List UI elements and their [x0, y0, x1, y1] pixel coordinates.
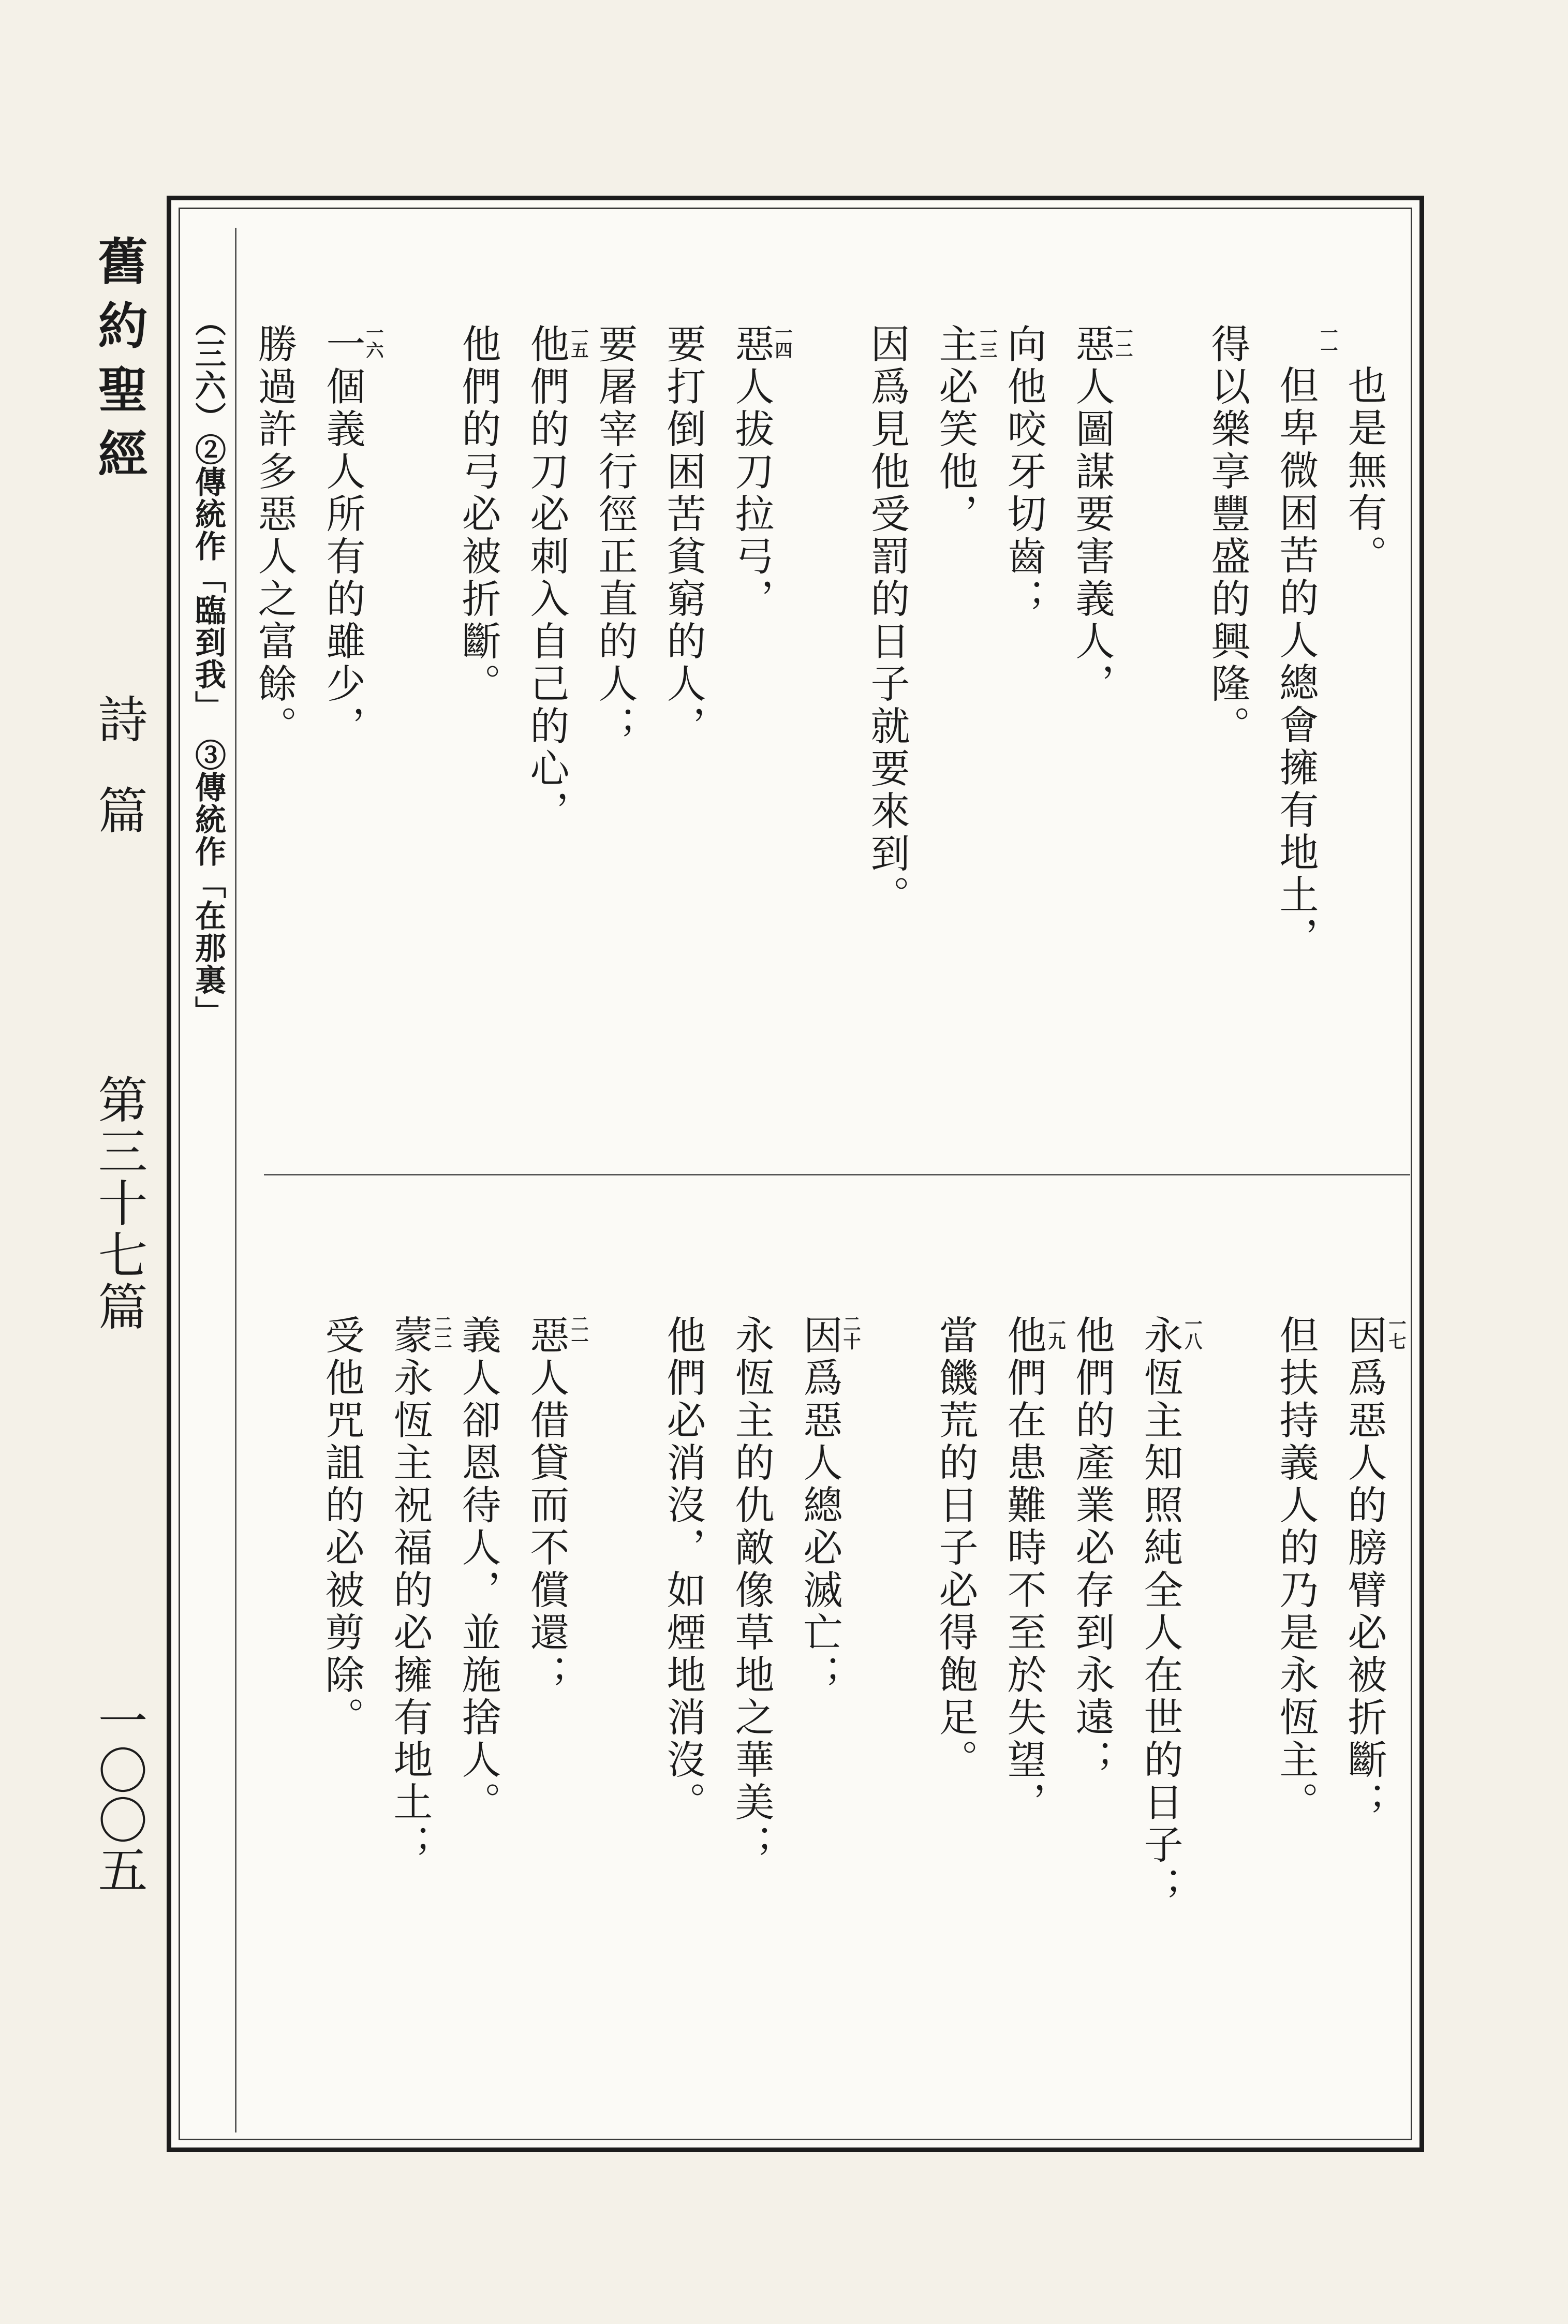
section-divider — [264, 1174, 1410, 1175]
verse-number: 一八 — [1181, 1315, 1202, 1350]
verse-line: 一個義人所有的雖少， — [320, 323, 366, 748]
verse-line: 當饑荒的日子必得飽足。 — [933, 1315, 979, 1782]
verse-line: 義人卻恩待人，並施捨人。 — [455, 1315, 501, 1824]
verse-number: 一九 — [1045, 1315, 1066, 1350]
verse-line: 勝過許多惡人之富餘。 — [252, 323, 298, 748]
verse-number: 二十 — [840, 1315, 861, 1350]
verse-line: 永恆主知照純全人在世的日子； — [1137, 1315, 1184, 1909]
verse-line: 惡人借貸而不償還； — [524, 1315, 570, 1697]
verse-line: 但扶持義人的乃是永恆主。 — [1273, 1315, 1319, 1824]
verse-line: 他們的刀必刺入自己的心， — [524, 323, 570, 833]
verse-line: 他們的產業必存到永遠； — [1069, 1315, 1115, 1782]
chapter-title: 第三十七篇 — [90, 1074, 148, 1333]
verse-line: 惡人圖謀要害義人， — [1069, 323, 1115, 705]
verse-line: 永恆主的仇敵像草地之華美； — [729, 1315, 775, 1866]
verse-line: 要打倒困苦貧窮的人， — [660, 323, 706, 748]
verse-number: 二二 — [431, 1315, 452, 1350]
verse-line: 得以樂享豐盛的興隆。 — [1205, 323, 1251, 748]
verse-line: 因爲惡人總必滅亡； — [797, 1315, 843, 1697]
section-title: 詩篇 — [90, 694, 148, 876]
verse-number: 一四 — [772, 323, 792, 359]
verse-number: 一五 — [568, 323, 588, 359]
verse-number: 二一 — [568, 1315, 588, 1350]
book-title: 舊約聖經 — [90, 236, 149, 492]
verse-number: 一六 — [363, 323, 383, 359]
verse-line: 因爲見他受罰的日子就要來到。 — [864, 323, 910, 918]
verse-line: 也是無有。 — [1341, 365, 1387, 577]
verse-line: 因爲惡人的膀臂必被折斷； — [1341, 1315, 1387, 1824]
footnote-divider — [235, 228, 236, 2132]
verse-line: 主必笑他， — [933, 323, 979, 536]
verse-line: 他們必消沒，如煙地消沒。 — [660, 1315, 706, 1824]
verse-number: 一三 — [977, 323, 997, 359]
verse-number: 一七 — [1385, 1315, 1406, 1350]
verse-line: 要屠宰行徑正直的人； — [592, 323, 638, 748]
page-number: 一〇〇五 — [90, 1695, 148, 1894]
verse-line: 向他咬牙切齒； — [1001, 323, 1047, 621]
verse-line: 蒙永恆主祝福的必擁有地土； — [387, 1315, 433, 1866]
verse-line: 受他咒詛的必被剪除。 — [319, 1315, 365, 1739]
verse-line: 他們在患難時不至於失望， — [1001, 1315, 1047, 1824]
verse-line: 惡人拔刀拉弓， — [729, 323, 775, 621]
verse-number: 一二 — [1112, 323, 1133, 359]
verse-number: 一一 — [1317, 323, 1338, 359]
verse-line: 但卑微困苦的人總會擁有地土， — [1273, 365, 1319, 959]
footnote: （三六）②傳統作「臨到我」 ③傳統作「在那裏」 — [190, 305, 226, 1028]
verse-line: 他們的弓必被折斷。 — [455, 323, 501, 705]
